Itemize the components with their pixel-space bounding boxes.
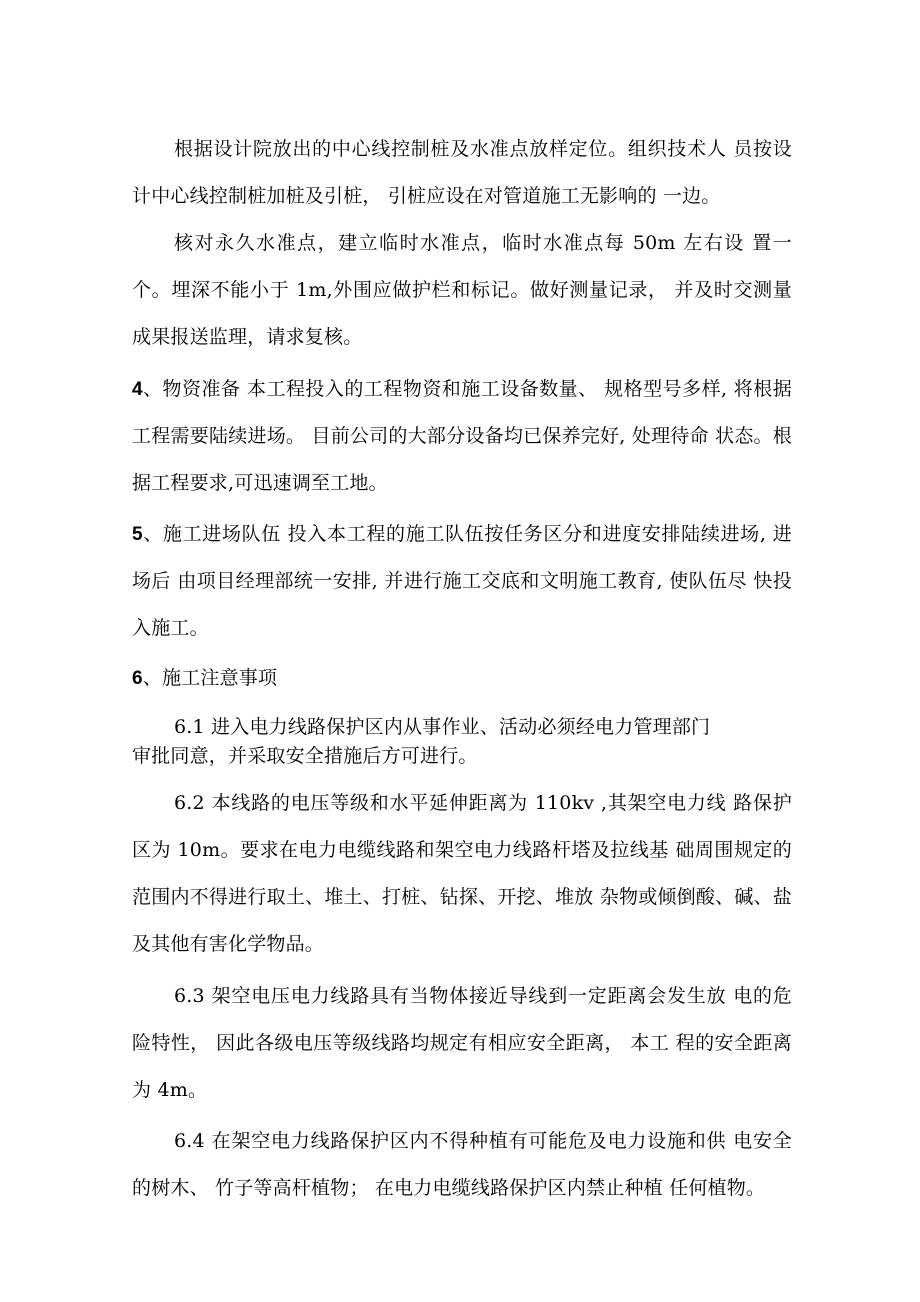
section-4-body: 本工程投入的工程物资和施工设备数量、 规格型号多样, 将根据工程需要陆续进场。 目前公司的大部分设备均已保养完好, 处理待命 状态。根据工程要求,可迅速调至工地。 (132, 378, 792, 494)
section-5-title: 、施工进场队伍 (142, 523, 281, 545)
section-5-number: 5 (132, 524, 143, 545)
section-6-heading (132, 655, 792, 702)
paragraph-benchmark: 核对永久水准点，建立临时水准点，临时水准点每 50m 左右设 置一个。埋深不能小于 1m,外围应做护栏和标记。做好测量记录， 并及时交测量成果报送监理，请求复核。 (132, 232, 792, 348)
section-5-team (132, 511, 792, 652)
clause-6-4: 6.4 在架空电力线路保护区内不得种植有可能危及电力设施和供 电安全的树木、 竹子等高杆植物； 在电力电缆线路保护区内禁止种植 任何植物。 (132, 1130, 792, 1199)
section-4-title: 、物资准备 (142, 378, 241, 400)
section-6-number: 6 (132, 668, 143, 689)
section-5-body: 投入本工程的施工队伍按任务区分和进度安排陆续进场, 进场后 由项目经理部统一安排, 并进行施工交底和文明施工教育, 使队伍尽 快投入施工。 (132, 523, 792, 639)
clause-6-1: 6.1 进入电力线路保护区内从事作业、活动必须经电力管理部门 (174, 716, 711, 738)
section-6-title: 、施工注意事项 (142, 667, 278, 689)
clause-6-3: 6.3 架空电压电力线路具有当物体接近导线到一定距离会发生放 电的危险特性， 因此各级电压等级线路均规定有相应安全距离， 本工 程的安全距离为 4m。 (132, 985, 792, 1101)
clause-6-2: 6.2 本线路的电压等级和水平延伸距离为 110kv ,其架空电力线 路保护区为 10m。要求在电力电缆线路和架空电力线路杆塔及拉线基 础周围规定的范围内不得进行取土、堆土、打桩、钻探、开挖、堆放 杂物或倾倒酸、碱、盐及其他有害化学物品。 (132, 792, 792, 955)
section-4-number: 4 (132, 379, 143, 400)
clause-6-1-continued: 审批同意，并采取安全措施后方可进行。 (132, 745, 478, 767)
paragraph-survey-layout: 根据设计院放出的中心线控制桩及水准点放样定位。组织技术人 员按设计中心线控制桩加桩及引桩， 引桩应设在对管道施工无影响的 一边。 (132, 138, 792, 207)
section-4-materials (132, 366, 792, 507)
